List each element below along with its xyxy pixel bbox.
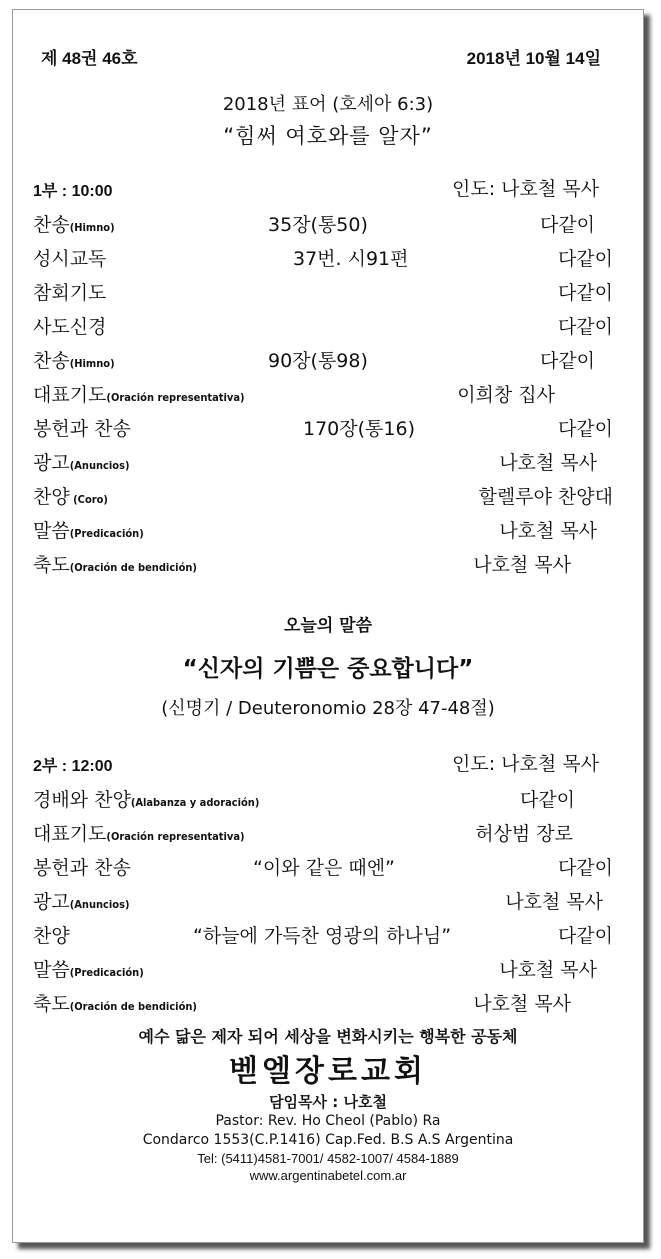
- order-item-label: [33, 921, 70, 948]
- order-item-label: [33, 516, 144, 543]
- order-item-subtitle: (Himno): [69, 357, 115, 370]
- church-website[interactable]: www.argentinabetel.com.ar: [249, 1168, 407, 1183]
- order-item-subtitle: (Oración de bendición): [69, 561, 197, 574]
- order-item-leader: 허상범 장로: [475, 823, 573, 845]
- order-item-title: 성시교독: [33, 248, 107, 270]
- order-item: [13, 448, 643, 478]
- order-item: [13, 921, 643, 951]
- order-item-title: 찬송: [33, 350, 70, 372]
- order-item: [13, 244, 643, 274]
- order-item-title: 광고: [33, 452, 70, 474]
- bulletin-page: [12, 9, 644, 1243]
- order-item-leader: 나호철 목사: [499, 520, 597, 542]
- order-item-label: [33, 380, 245, 407]
- order-item: [13, 550, 643, 580]
- order-item: [13, 819, 643, 849]
- order-item-leader: 다같이: [539, 214, 595, 236]
- service2-leader: 인도: 나호철 목사: [452, 753, 599, 775]
- service2-time: 2부 : 12:00: [33, 758, 113, 775]
- order-item-detail: 37번. 시91편: [293, 248, 409, 270]
- order-item-title: 봉헌과 찬송: [33, 418, 131, 440]
- order-item-title: 축도: [33, 993, 70, 1015]
- order-item-leader: 다같이: [557, 248, 613, 270]
- order-item: [13, 853, 643, 883]
- volume-number: 제 48권 46호: [41, 49, 138, 68]
- order-item-label: [33, 853, 131, 880]
- bulletin-date: 2018년 10월 14일: [466, 49, 601, 68]
- order-item: [13, 346, 643, 376]
- order-item-title: 축도: [33, 554, 70, 576]
- order-item: [13, 887, 643, 917]
- order-item-label: [33, 414, 131, 441]
- motto-text: “힘써 여호와를 알자”: [223, 124, 433, 148]
- order-item-label: [33, 244, 106, 271]
- order-item-label: [33, 819, 245, 846]
- order-item-subtitle: (Predicación): [69, 966, 144, 979]
- order-item-title: 말씀: [33, 520, 70, 542]
- service1-leader: 인도: 나호철 목사: [452, 178, 599, 200]
- order-item-title: 찬송: [33, 214, 70, 236]
- order-item-title: 경배와 찬양: [33, 789, 131, 811]
- order-item-title: 말씀: [33, 959, 70, 981]
- order-item-label: [33, 550, 197, 577]
- order-item-title: 대표기도: [33, 823, 107, 845]
- order-item-detail: 35장(통50): [268, 214, 368, 236]
- order-item-leader: 다같이: [557, 282, 613, 304]
- order-item-subtitle: (Anuncios): [69, 459, 130, 472]
- order-item-title: 찬양: [33, 925, 70, 947]
- order-item-leader: 나호철 목사: [473, 993, 571, 1015]
- order-item: [13, 516, 643, 546]
- order-item-leader: 나호철 목사: [499, 452, 597, 474]
- order-item-label: [33, 448, 130, 475]
- order-item: [13, 414, 643, 444]
- order-item-title: 대표기도: [33, 384, 107, 406]
- order-item-title: 찬양: [33, 486, 70, 508]
- order-item-subtitle: (Coro): [69, 493, 108, 506]
- order-item-detail: 90장(통98): [268, 350, 368, 372]
- order-item-label: [33, 785, 259, 812]
- order-item-title: 광고: [33, 891, 70, 913]
- order-item-label: [33, 955, 144, 982]
- service1-time: 1부 : 10:00: [33, 183, 113, 200]
- order-item-leader: 이희창 집사: [457, 384, 555, 406]
- order-item-detail: “하늘에 가득찬 영광의 하나님”: [193, 925, 452, 947]
- order-item-subtitle: (Oración representativa): [106, 830, 245, 843]
- church-phone: Tel: (5411)4581-7001/ 4582-1007/ 4584-1889: [197, 1151, 459, 1166]
- order-item-subtitle: (Oración representativa): [106, 391, 245, 404]
- order-item-title: 사도신경: [33, 316, 107, 338]
- order-item-leader: 다같이: [557, 316, 613, 338]
- order-item: [13, 482, 643, 512]
- church-slogan: 예수 닮은 제자 되어 세상을 변화시키는 행복한 공동체: [138, 1027, 518, 1046]
- order-item-leader: 나호철 목사: [505, 891, 603, 913]
- order-item-label: [33, 312, 106, 339]
- order-item: [13, 210, 643, 240]
- order-item-label: [33, 887, 130, 914]
- order-item: [13, 278, 643, 308]
- order-item-subtitle: (Alabanza y adoración): [130, 796, 260, 809]
- order-item-leader: 다같이: [557, 418, 613, 440]
- order-item-label: [33, 210, 115, 237]
- order-item-leader: 할렐루야 찬양대: [478, 486, 613, 508]
- order-item-label: [33, 346, 115, 373]
- order-item-subtitle: (Predicación): [69, 527, 144, 540]
- senior-pastor-kr: 담임목사 : 나호철: [269, 1093, 387, 1111]
- senior-pastor-en: Pastor: Rev. Ho Cheol (Pablo) Ra: [215, 1113, 441, 1129]
- sermon-heading: 오늘의 말씀: [283, 616, 373, 636]
- church-name: 벧엘장로교회: [229, 1054, 427, 1089]
- motto-reference: 2018년 표어 (호세아 6:3): [222, 94, 434, 115]
- order-item-label: [33, 482, 108, 509]
- order-item-detail: “이와 같은 때엔”: [253, 857, 395, 879]
- order-item-label: [33, 278, 106, 305]
- sermon-reference: (신명기 / Deuteronomio 28장 47-48절): [161, 698, 495, 719]
- order-item: [13, 989, 643, 1019]
- order-item-leader: 다같이: [539, 350, 595, 372]
- order-item-subtitle: (Himno): [69, 221, 115, 234]
- order-item: [13, 955, 643, 985]
- church-address: Condarco 1553(C.P.1416) Cap.Fed. B.S A.S Argentina: [142, 1132, 514, 1148]
- order-item: [13, 785, 643, 815]
- sermon-title: “신자의 기쁨은 중요합니다”: [182, 656, 474, 682]
- order-item-leader: 나호철 목사: [473, 554, 571, 576]
- order-item-label: [33, 989, 197, 1016]
- order-item-detail: 170장(통16): [303, 418, 415, 440]
- order-item: [13, 380, 643, 410]
- order-item-title: 참회기도: [33, 282, 107, 304]
- order-item-title: 봉헌과 찬송: [33, 857, 131, 879]
- order-item-subtitle: (Oración de bendición): [69, 1000, 197, 1013]
- order-item-leader: 다같이: [557, 857, 613, 879]
- order-item: [13, 312, 643, 342]
- order-item-leader: 나호철 목사: [499, 959, 597, 981]
- order-item-subtitle: (Anuncios): [69, 898, 130, 911]
- order-item-leader: 다같이: [519, 789, 575, 811]
- order-item-leader: 다같이: [557, 925, 613, 947]
